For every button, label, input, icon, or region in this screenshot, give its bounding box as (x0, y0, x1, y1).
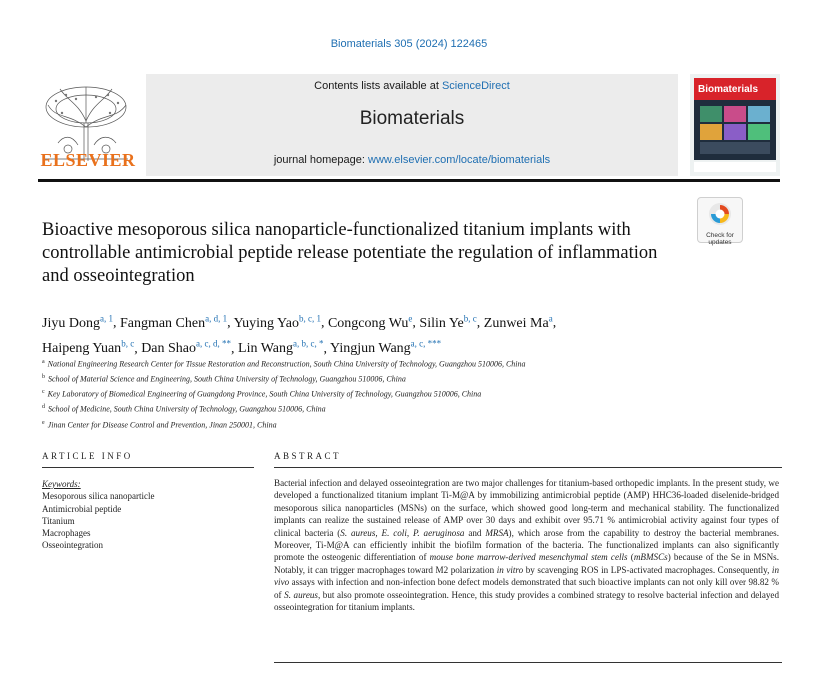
journal-homepage-link[interactable]: www.elsevier.com/locate/biomaterials (368, 154, 551, 166)
keyword: Antimicrobial peptide (42, 503, 122, 514)
homepage-prefix: journal homepage: (273, 154, 368, 166)
author[interactable]: Haipeng Yuan$^{b, c}$ (42, 338, 135, 357)
keyword: Titanium (42, 515, 75, 526)
author[interactable]: Yuying Yao$^{b, c, 1}$ (233, 313, 321, 331)
check-updates-label: Check for updates (706, 232, 734, 246)
author-list: Jiyu Dong$^{a, 1}$, Fangman Chen$^{a, d, 1}$, Yuying Yao$^{b, c, 1}$, Congcong Wu$^e$, Silin Ye$^{b, c}$, Zunwei Ma$^a$, Haipeng Yuan$^{b, c}$, Dan Shao$^{a, c, d, **}$, Lin Wang$^{a, b, c, *}$, Yingjun Wang$^{a, c, ***}$ (42, 313, 557, 357)
journal-banner (146, 74, 678, 176)
sciencedirect-link[interactable]: ScienceDirect (441, 80, 510, 92)
keywords-heading: Keywords: (42, 479, 81, 489)
author[interactable]: Congcong Wu$^e$ (327, 313, 413, 331)
keywords-block (42, 478, 254, 552)
affiliation: $^d$ School of Medicine, South China University of Technology, Guangzhou 510006, China (42, 404, 326, 415)
author[interactable]: Yingjun Wang$^{a, c, ***}$ (330, 338, 442, 357)
abstract-bottom-rule (274, 662, 782, 663)
keyword: Macrophages (42, 528, 91, 539)
affiliation-list (42, 356, 742, 432)
affiliation: $^c$ Key Laboratory of Biomedical Engineering of Guangdong Province, South China University of Technology, Guangzhou 510006, China (42, 389, 482, 399)
affiliation: $^e$ Jinan Center for Disease Control and Prevention, Jinan 250001, China (42, 419, 277, 430)
check-updates-icon (708, 202, 732, 226)
journal-title: Biomaterials (359, 108, 465, 129)
keyword: Mesoporous silica nanoparticle (42, 491, 155, 502)
author[interactable]: Zunwei Ma$^a$ (483, 313, 553, 331)
check-for-updates-button[interactable] (697, 197, 743, 246)
author[interactable]: Lin Wang$^{a, b, c, *}$ (238, 338, 324, 357)
cover-title: Biomaterials (698, 84, 759, 95)
article-title: Bioactive mesoporous silica nanoparticle-functionalized titanium implants with controllable antimicrobial peptide release potentiate the regulation of inflammation and osseointegration (42, 220, 658, 286)
author[interactable]: Jiyu Dong$^{a, 1}$ (42, 313, 113, 331)
journal-citation[interactable]: Biomaterials 305 (2024) 122465 (330, 38, 488, 50)
author[interactable]: Silin Ye$^{b, c}$ (419, 313, 477, 331)
article-info-rule (42, 467, 254, 468)
contents-line (146, 80, 678, 92)
homepage-line (146, 154, 678, 166)
elsevier-wordmark: ELSEVIER (40, 150, 136, 170)
abstract-heading: ABSTRACT (274, 451, 342, 461)
author[interactable]: Fangman Chen$^{a, d, 1}$ (119, 313, 228, 331)
article-info-heading: ARTICLE INFO (42, 451, 133, 461)
contents-prefix: Contents lists available at (314, 80, 442, 92)
affiliation: $^b$ School of Material Science and Engineering, South China University of Technology, Guangzhou 510006, China (42, 374, 406, 384)
journal-cover[interactable] (690, 74, 780, 176)
abstract-body: Bacterial infection and delayed osseointegration are two major challenges for titanium-based orthopedic implants. In the present study, we developed a functionalized titanium implant Ti-M@A by immobilizing antimicrobial peptide (AMP) HHC36-loaded diselenide-bridged mesoporous silica nanoparticles (MSNs) on the surface, which showed good long-term and mechanical stability. The functionalized implants can realize the sustained release of AMP over 30 days and exhibit over 95.71 % antimicrobial activity against four types of clinical bacteria (S. aureus, E. coli, P. aeruginosa and MRSA), which arose from the capability to destroy the bacterial membranes. Moreover, Ti-M@A can efficiently inhibit the biofilm formation of the bacteria. The functionalized implants can also significantly promote the osteogenic differentiation of mouse bone marrow-derived mesenchymal stem cells (mBMSCs) because of the Se in MSNs. Notably, it can trigger macrophages toward M2 polarization in vitro by scavenging ROS in LPS-activated macrophages. Consequently, in vivo assays with infection and non-infection bone defect models demonstrated that such bioactive implants can not only kill over 98.82 % of S. aureus, but also promote osseointegration. Hence, this study provides a combined strategy to resolve bacterial infection and delayed osseointegration for titanium implants. (274, 478, 779, 613)
affiliation: $^a$ National Engineering Research Center for Tissue Restoration and Reconstruction, South China University of Technology, Guangzhou 510006, China (42, 359, 526, 369)
keyword: Osseointegration (42, 540, 103, 551)
header-rule (38, 179, 780, 182)
author[interactable]: Dan Shao$^{a, c, d, **}$ (141, 338, 232, 357)
abstract-rule (274, 467, 782, 468)
